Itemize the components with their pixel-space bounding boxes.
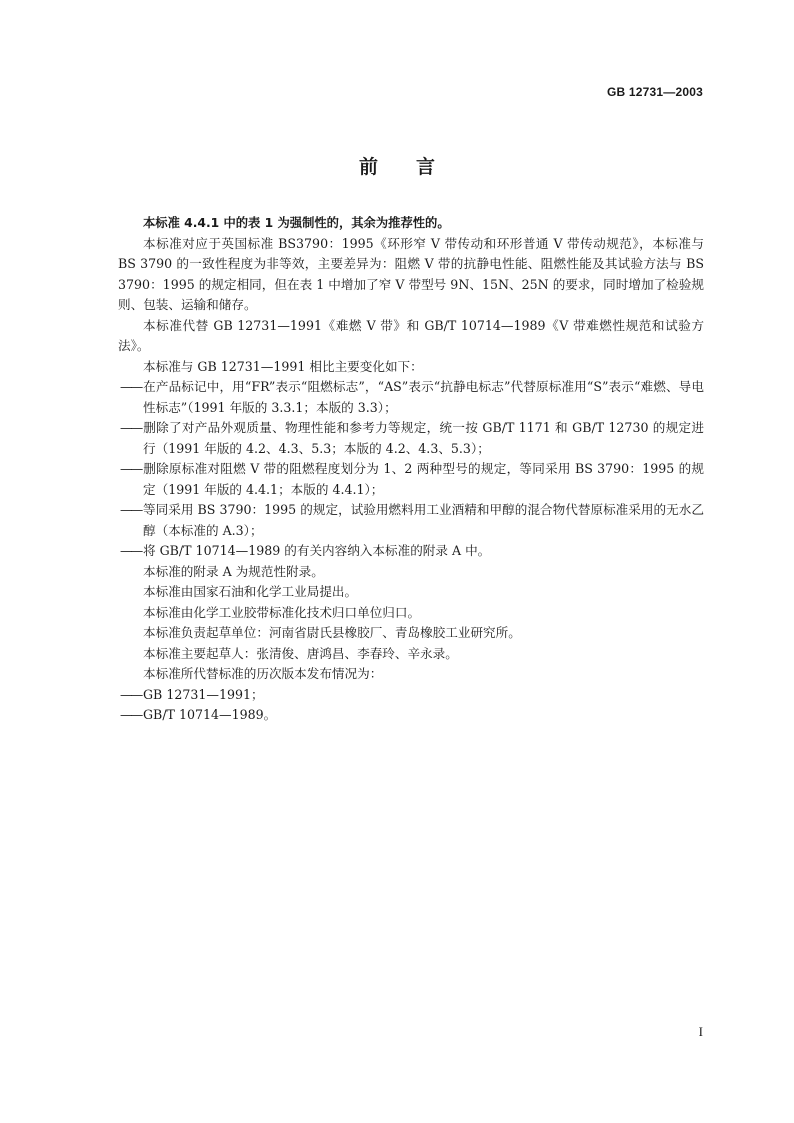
dash-marker: —— (120, 686, 142, 702)
dash-marker: —— (120, 379, 142, 394)
foreword-body (118, 213, 704, 726)
paragraph-proposer: 本标准由国家石油和化学工业局提出。 (143, 584, 358, 599)
change-item (118, 459, 704, 500)
change-item (118, 500, 704, 541)
standard-code: GB 12731—2003 (607, 85, 703, 99)
mandatory-statement: 本标准 4.4.1 中的表 1 为强制性的，其余为推荐性的。 (143, 216, 450, 230)
dash-marker: —— (120, 502, 142, 517)
change-item (118, 541, 704, 562)
paragraph-annex: 本标准的附录 A 为规范性附录。 (143, 563, 324, 579)
change-item (118, 377, 704, 418)
dash-marker: —— (120, 461, 142, 476)
dash-marker: —— (120, 543, 142, 558)
change-item-text: 删除了对产品外观质量、物理性能和参考力等规定，统一按 GB/T 1171 和 GB/T 12730 的规定进行（1991 年版的 4.2、4.3、5.3；本版的 4.2、4.3、5.3）； (143, 420, 704, 456)
paragraph-history-intro: 本标准所代替标准的历次版本发布情况为： (143, 666, 383, 681)
change-item-text: 删除原标准对阻燃 V 带的阻燃程度划分为 1、2 两种型号的规定，等同采用 BS 3790：1995 的规定（1991 年版的 4.4.1；本版的 4.4.1）； (143, 461, 704, 497)
change-item (118, 418, 704, 459)
history-item (118, 705, 704, 726)
history-item-text: GB 12731—1991； (143, 686, 264, 702)
change-item-text: 在产品标记中，用“FR”表示“阻燃标志”，“AS”表示“抗静电标志”代替原标准用“S”表示“难燃、导电性标志”（1991 年版的 3.3.1；本版的 3.3）； (143, 379, 704, 415)
paragraph-correspondence: 本标准对应于英国标准 BS3790：1995《环形窄 V 带传动和环形普通 V 带传动规范》，本标准与 BS 3790 的一致性程度为非等效，主要差异为：阻燃 V 带的抗静电性能、阻燃性能及其试验方法与 BS 3790：1995 的规定相同，但在表 1 中增加了窄 V 带型号 9N、15N、25N 的要求，同时增加了检验规则、包装、运输和储存。 (118, 235, 704, 312)
paragraph-drafting-units: 本标准负责起草单位：河南省尉氏县橡胶厂、青岛橡胶工业研究所。 (143, 625, 521, 640)
dash-marker: —— (120, 707, 142, 722)
paragraph-responsible: 本标准由化学工业胶带标准化技术归口单位归口。 (143, 604, 421, 620)
history-item (118, 685, 704, 706)
change-item-text: 将 GB/T 10714—1989 的有关内容纳入本标准的附录 A 中。 (143, 543, 491, 558)
paragraph-changes-intro: 本标准与 GB 12731—1991 相比主要变化如下： (143, 358, 423, 374)
change-item-text: 等同采用 BS 3790：1995 的规定，试验用燃料用工业酒精和甲醇的混合物代替原标准采用的无水乙醇（本标准的 A.3）； (143, 502, 704, 538)
history-item-text: GB/T 10714—1989。 (143, 707, 277, 722)
dash-marker: —— (120, 420, 142, 435)
page-title: 前 言 (358, 156, 435, 178)
paragraph-drafters: 本标准主要起草人：张清俊、唐鸿昌、李春玲、辛永录。 (143, 645, 458, 661)
paragraph-replaces: 本标准代替 GB 12731—1991《难燃 V 带》和 GB/T 10714—1989《V 带难燃性规范和试验方法》。 (118, 317, 704, 353)
page-number: I (698, 1024, 703, 1039)
